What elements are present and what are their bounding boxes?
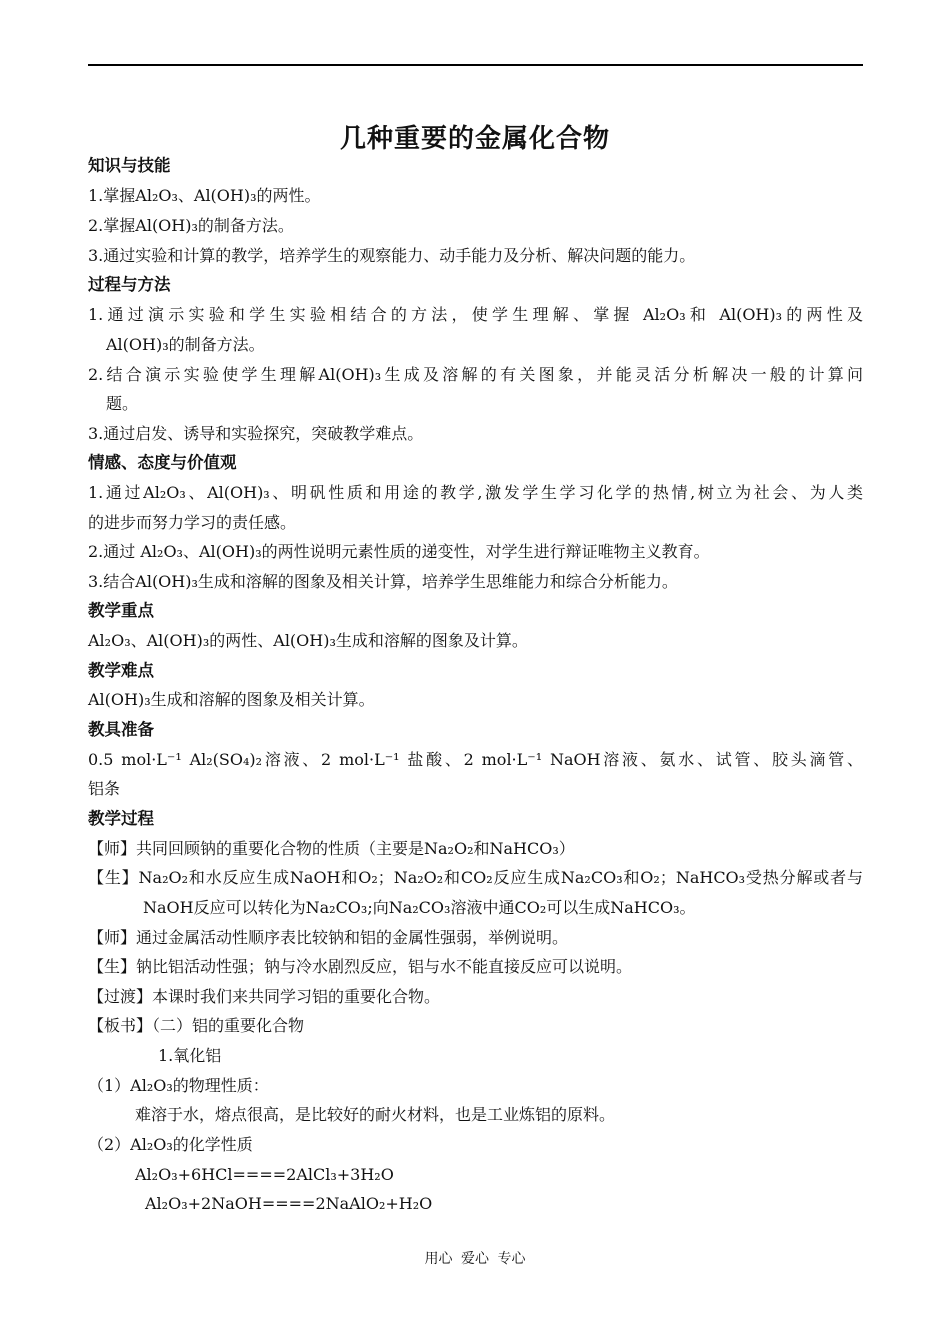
difficulty-text: Al(OH)₃生成和溶解的图象及相关计算。: [88, 690, 375, 709]
attitude-item-1: 1.通过Al₂O₃、Al(OH)₃、明矾性质和用途的教学,激发学生学习化学的热情,树立为社会、为人类: [88, 483, 863, 502]
focus-heading: 教学重点: [88, 601, 154, 620]
chemical-properties-heading: （2）Al₂O₃的化学性质: [88, 1135, 253, 1154]
attitude-item-2: 2.通过 Al₂O₃、Al(OH)₃的两性说明元素性质的递变性，对学生进行辩证唯物主义教育。: [88, 542, 710, 561]
knowledge-item-2: 2.掌握Al(OH)₃的制备方法。: [88, 216, 294, 235]
physical-properties-heading: （1）Al₂O₃的物理性质：: [88, 1076, 269, 1095]
board-line: 【板书】（二）铝的重要化合物: [88, 1016, 305, 1035]
tools-heading: 教具准备: [88, 720, 154, 739]
teacher-line-1: 【师】共同回顾钠的重要化合物的性质（主要是Na₂O₂和NaHCO₃）: [88, 839, 575, 858]
knowledge-item-1: 1.掌握Al₂O₃、Al(OH)₃的两性。: [88, 186, 321, 205]
attitude-item-3: 3.结合Al(OH)₃生成和溶解的图象及相关计算，培养学生思维能力和综合分析能力。: [88, 572, 678, 591]
student-line-2: 【生】钠比铝活动性强；钠与冷水剧烈反应，铝与水不能直接反应可以说明。: [88, 957, 633, 976]
knowledge-heading: 知识与技能: [88, 156, 171, 175]
process-item-3: 3.通过启发、诱导和实验探究，突破教学难点。: [88, 424, 424, 443]
equation-hcl: Al₂O₃+6HCl====2AlCl₃+3H₂O: [135, 1165, 394, 1184]
process-item-1-cont: Al(OH)₃的制备方法。: [106, 335, 265, 354]
tools-line-cont: 铝条: [88, 779, 121, 798]
attitude-heading: 情感、态度与价值观: [88, 453, 237, 472]
tools-line: 0.5 mol·L⁻¹ Al₂(SO₄)₂溶液、2 mol·L⁻¹ 盐酸、2 mol·L⁻¹ NaOH溶液、氨水、试管、胶头滴管、: [88, 750, 863, 769]
process-item-1: 1.通过演示实验和学生实验相结合的方法，使学生理解、掌握 Al₂O₃和 Al(OH)₃的两性及: [88, 305, 863, 324]
process-heading: 过程与方法: [88, 275, 171, 294]
process-item-2: 2.结合演示实验使学生理解Al(OH)₃生成及溶解的有关图象，并能灵活分析解决一般的计算问: [88, 365, 863, 384]
teacher-line-2: 【师】通过金属活动性顺序表比较钠和铝的金属性强弱，举例说明。: [88, 928, 569, 947]
knowledge-item-3: 3.通过实验和计算的教学，培养学生的观察能力、动手能力及分析、解决问题的能力。: [88, 246, 696, 265]
page-footer: 用心 爱心 专心: [424, 1251, 526, 1267]
subsection-alumina: 1.氧化铝: [158, 1046, 222, 1065]
focus-text: Al₂O₃、Al(OH)₃的两性、Al(OH)₃生成和溶解的图象及计算。: [88, 631, 528, 650]
student-line-1-cont: NaOH反应可以转化为Na₂CO₃;向Na₂CO₃溶液中通CO₂可以生成NaHCO₃。: [143, 898, 696, 917]
page-title: 几种重要的金属化合物: [339, 124, 610, 154]
equation-naoh: Al₂O₃+2NaOH====2NaAlO₂+H₂O: [145, 1194, 433, 1213]
transition-line: 【过渡】本课时我们来共同学习铝的重要化合物。: [88, 987, 441, 1006]
header-rule: [88, 64, 863, 66]
attitude-item-1-cont: 的进步而努力学习的责任感。: [88, 513, 297, 532]
physical-properties-text: 难溶于水，熔点很高，是比较好的耐火材料，也是工业炼铝的原料。: [135, 1105, 616, 1124]
difficulty-heading: 教学难点: [88, 661, 154, 680]
procedure-heading: 教学过程: [88, 809, 154, 828]
process-item-2-cont: 题。: [106, 394, 139, 413]
student-line-1: 【生】Na₂O₂和水反应生成NaOH和O₂；Na₂O₂和CO₂反应生成Na₂CO₃和O₂；NaHCO₃受热分解或者与: [88, 868, 863, 887]
